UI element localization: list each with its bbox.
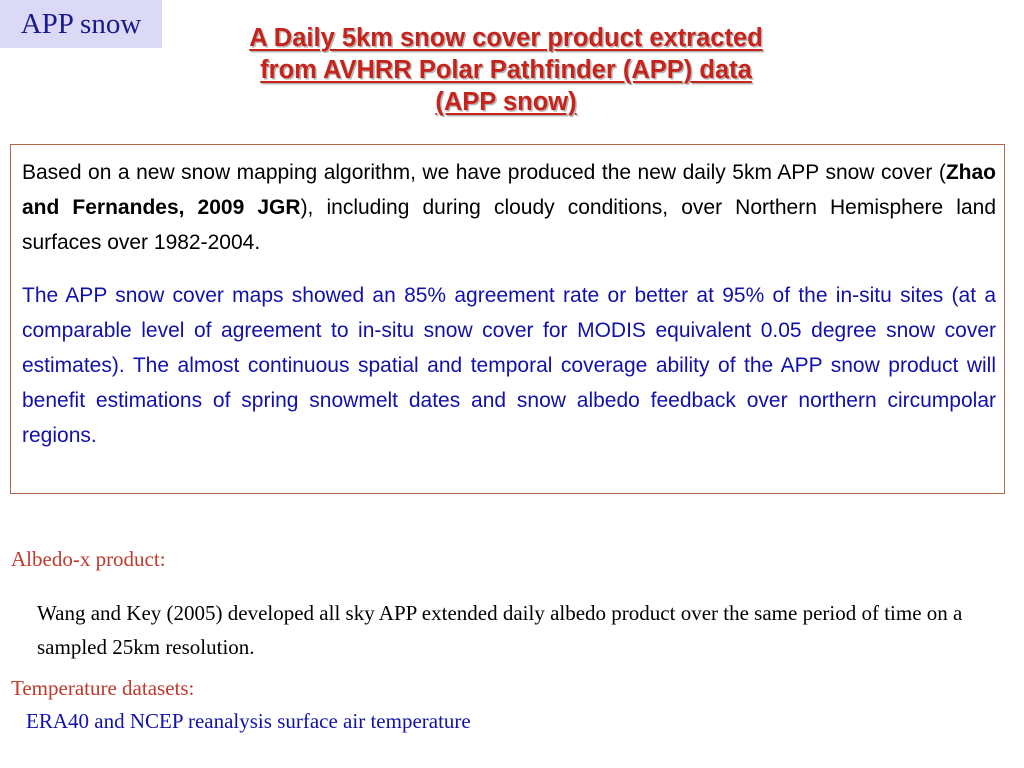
slide-tag-label: APP snow [20,7,142,40]
summary-p1-before: Based on a new snow mapping algorithm, we have produced the new daily 5km APP snow cover ( [22,161,946,184]
temperature-heading: Temperature datasets: [11,676,195,700]
summary-box [10,144,1005,494]
citation: Zhao and Fernandes, 2009 JGR [22,161,996,219]
summary-paragraph-1 [22,155,996,260]
temperature-description: ERA40 and NCEP reanalysis surface air temperature [26,709,471,733]
title-line-3: (APP snow) [435,88,577,116]
summary-paragraph-2: The APP snow cover maps showed an 85% agreement rate or better at 95% of the in-situ sites (at a comparable level of agreement to in-situ snow cover for MODIS equivalent 0.05 degree snow cover estimates). The almost continuous spatial and temporal coverage ability of the APP snow product will benefit estimations of spring snowmelt dates and snow albedo feedback over northern circumpolar regions. [22,284,996,447]
albedo-description: Wang and Key (2005) developed all sky APP extended daily albedo product over the same period of time on a sampled 25km resolution. [37,601,963,659]
title-line-1: A Daily 5km snow cover product extracted [249,24,763,52]
page-title [170,22,842,118]
title-line-2: from AVHRR Polar Pathfinder (APP) data [260,56,752,84]
slide-tag [0,0,162,48]
albedo-heading: Albedo-x product: [11,547,166,571]
summary-p1-after: ), including during cloudy conditions, over Northern Hemisphere land surfaces over 1982-2004. [22,196,996,254]
